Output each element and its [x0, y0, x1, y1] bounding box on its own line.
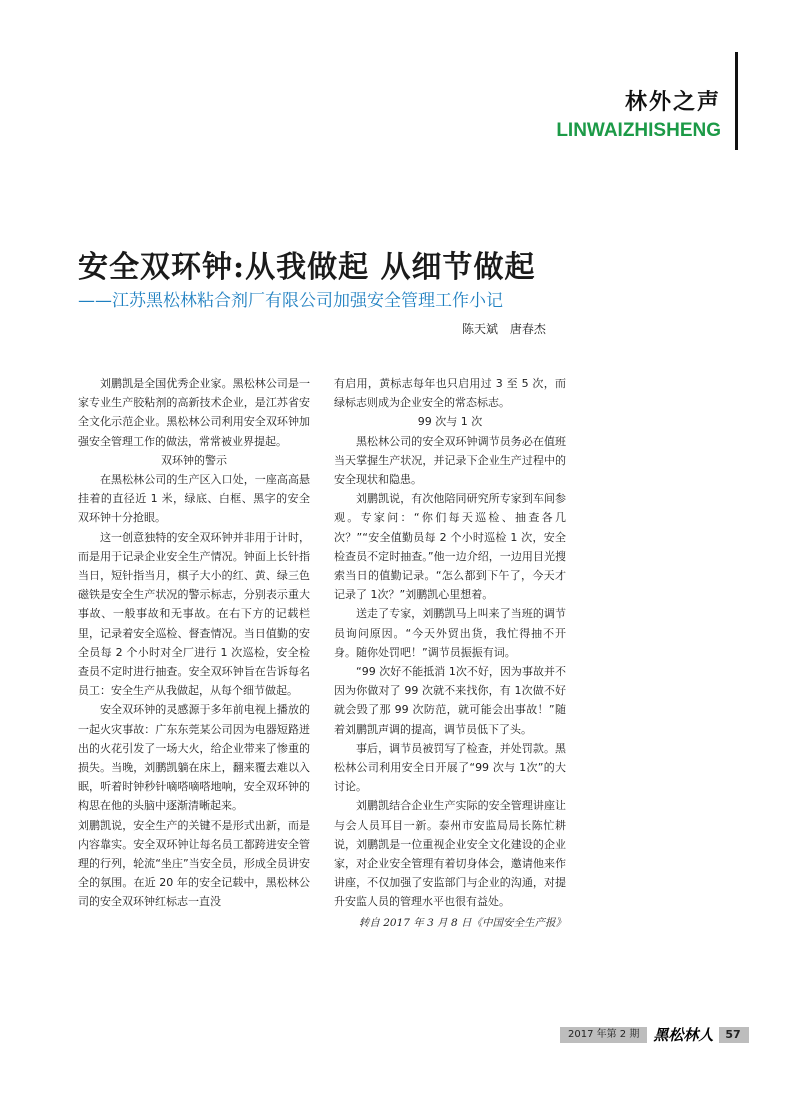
article-authors: 陈天斌 唐春杰 [462, 322, 546, 336]
magazine-logo: 黑松林人 [653, 1026, 714, 1044]
paragraph: 刘鹏凯说，安全生产的关键不是形式出新，而是内容靠实。安全双环钟让每名员工都跨进安全管理的行列，轮流“坐庄”当安全员，形成全员讲安全的氛围。在近 20 年的安全记载中，黑松林公司的安全双环钟红标志一直没 [78, 818, 310, 909]
section-title-cn: 林外之声 [624, 90, 721, 115]
issue-label: 2017 年第 2 期 [560, 1027, 647, 1043]
paragraph: 刘鹏凯是全国优秀企业家。黑松林公司是一家专业生产胶粘剂的高新技术企业，是江苏省安全文化示范企业。黑松林公司利用安全双环钟加强安全管理工作的做法，常常被业界提起。 [78, 377, 310, 448]
paragraph: 在黑松林公司的生产区入口处，一座高高悬挂着的直径近 1 米，绿底、白框、黑字的安全双环钟十分抢眼。 [78, 473, 310, 525]
paragraph: 刘鹏凯说，有次他陪同研究所专家到车间参观。专家问：“你们每天巡检、抽查各几次？”“安全值勤员每 2 个小时巡检 1 次，安全检查员不定时抽查。”他一边介绍，一边用目光搜索当日的值勤记录。“怎么都到下午了，今天才记录了 1次？”刘鹏凯心里想着。 [334, 492, 566, 602]
source-citation: 转自 2017 年 3 月 8 日《中国安全生产报》 [358, 916, 566, 929]
section-divider [735, 52, 738, 150]
page-number: 57 [719, 1027, 748, 1043]
paragraph: 送走了专家，刘鹏凯马上叫来了当班的调节员询问原因。“今天外贸出货，我忙得抽不开身。随你处罚吧！”调节员振振有词。 [334, 607, 566, 659]
paragraph: 安全双环钟的灵感源于多年前电视上播放的一起火灾事故：广东东莞某公司因为电器短路迸出的火花引发了一场大火，给企业带来了惨重的损失。当晚，刘鹏凯躺在床上，翻来覆去难以入眠，听着时钟秒针嘀嗒嘀嗒地响，安全双环钟的构思在他的头脑中逐渐清晰起来。 [78, 703, 310, 813]
article-title: 安全双环钟:从我做起 从细节做起 [78, 250, 536, 285]
paragraph: 事后，调节员被罚写了检查，并处罚款。黑松林公司利用安全日开展了“99 次与 1次”的大讨论。 [334, 741, 566, 794]
section-heading: 99 次与 1 次 [417, 415, 483, 429]
paragraph: 有启用，黄标志每年也只启用过 3 至 5 次，而绿标志则成为企业安全的常态标志。 [334, 377, 566, 410]
section-title-en: LINWAIZHISHENG [556, 120, 721, 141]
article-subtitle: ——江苏黑松林粘合剂厂有限公司加强安全管理工作小记 [78, 291, 503, 311]
paragraph: 黑松林公司的安全双环钟调节员务必在值班当天掌握生产状况，并记录下企业生产过程中的安全现状和隐患。 [334, 434, 566, 487]
page-footer [560, 1027, 749, 1043]
paragraph: 刘鹏凯结合企业生产实际的安全管理讲座让与会人员耳目一新。泰州市安监局局长陈忙耕说，刘鹏凯是一位重视企业安全文化建设的企业家，对企业安全管理有着切身体会，邀请他来作讲座，不仅加强了安监部门与企业的沟通，对提升安监人员的管理水平也很有益处。 [334, 799, 566, 909]
section-header [556, 90, 721, 142]
left-column [78, 374, 310, 912]
paragraph: “99 次好不能抵消 1次不好，因为事故并不因为你做对了 99 次就不来找你，有 1次做不好就会毁了那 99 次防范，就可能会出事故！”随着刘鹏凯声调的提高，调节员低下了头。 [334, 665, 566, 736]
right-column [334, 374, 566, 933]
paragraph: 这一创意独特的安全双环钟并非用于计时，而是用于记录企业安全生产情况。钟面上长针指当日，短针指当月，棋子大小的红、黄、绿三色磁铁是安全生产状况的警示标志，分别表示重大事故、一般事故和无事故。在右下方的记载栏里，记录着安全巡检、督查情况。当日值勤的安全员每 2 个小时对全厂进行 1 次巡检，安全检查员不定时进行抽查。安全双环钟旨在告诉每名员工：安全生产从我做起，从每个细节做起。 [78, 530, 310, 698]
section-heading: 双环钟的警示 [161, 453, 227, 467]
